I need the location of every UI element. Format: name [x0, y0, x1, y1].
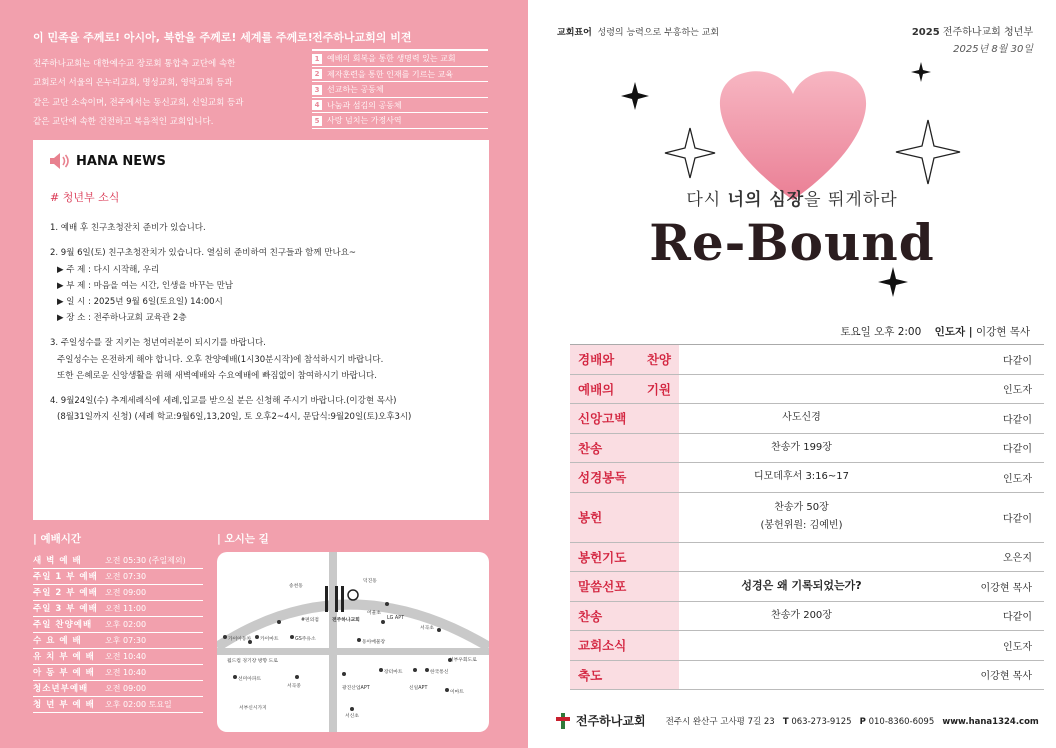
- vision-item: 3 선교하는 공동체: [312, 82, 488, 98]
- church-slogan: 이 민족을 주께로! 아시아, 북한을 주께로! 세계를 주께로!: [33, 31, 313, 44]
- map-label: 신일APT: [409, 686, 428, 691]
- order-row: 성경봉독 디모데후서 3:16~17 인도자: [570, 463, 1044, 493]
- map-label: 한국통신: [430, 670, 449, 675]
- order-row: 교회소식 인도자: [570, 631, 1044, 661]
- order-row: 축도 이강현 목사: [570, 661, 1044, 691]
- news-heading: HANA NEWS: [48, 152, 166, 170]
- map-label: 송천동: [289, 584, 303, 589]
- vision-item: 2 제자훈련을 통한 인재를 기르는 교육: [312, 67, 488, 83]
- intro-line: 같은 교단에 속한 건전하고 복음적인 교회입니다.: [33, 116, 214, 127]
- service-times: [33, 531, 203, 713]
- church-contact: 전주시 완산구 고사평 7길 23 T 063-273-9125 P 010-8360-6095 www.hana1324.com: [665, 716, 1039, 727]
- service-times-title: | 예배시간: [33, 533, 82, 545]
- map-label: 전주하나교회: [332, 618, 360, 623]
- church-motto: 교회표어 성령의 능력으로 부흥하는 교회: [557, 28, 720, 38]
- map-label: GS주유소: [295, 637, 316, 642]
- news-item: 2. 9월 6일(토) 친구초청잔치가 있습니다. 열심히 준비하여 친구들과 함께 만나요~: [50, 248, 357, 259]
- order-header: 토요일 오후 2:00 인도자 | 이강현 목사: [840, 326, 1030, 338]
- order-row: 신앙고백 사도신경 다같이: [570, 404, 1044, 434]
- order-row: 말씀선포 성경은 왜 기록되었는가? 이강현 목사: [570, 572, 1044, 602]
- service-row: 주일 2 부 예배 오전 09:00: [33, 585, 203, 601]
- church-intro: [33, 55, 295, 132]
- map-label: 덕진동: [363, 579, 377, 584]
- news-item: 4. 9월24일(수) 추계세례식에 세례,입교를 받으실 분은 신청해 주시기 바랍니다.(이강현 목사): [50, 396, 397, 407]
- service-row: 청 년 부 예 배 오후 02:00 토요일: [33, 697, 203, 713]
- bulletin-date: 2025년 8월 30일: [953, 44, 1033, 55]
- map-label: 월드컵 경기장 방향 도로: [227, 659, 278, 664]
- order-row: 봉헌 찬송가 50장 (봉헌위원: 김예빈) 다같이: [570, 493, 1044, 543]
- vision-item: 5 사랑 넘치는 가정사역: [312, 113, 488, 129]
- map-label: 장터마트: [384, 670, 403, 675]
- service-row: 유 치 부 예 배 오전 10:40: [33, 649, 203, 665]
- vision-box: [312, 29, 488, 129]
- map-label: LG APT: [387, 616, 405, 621]
- service-row: 주일 3 부 예배 오전 11:00: [33, 601, 203, 617]
- news-body: [50, 190, 411, 425]
- theme-title: Re-Bound: [649, 213, 935, 272]
- vision-item: 1 예배의 회복을 통한 생명력 있는 교회: [312, 51, 488, 67]
- service-row: 청소년부예배 오전 09:00: [33, 681, 203, 697]
- service-row: 수 요 예 배 오후 07:30: [33, 633, 203, 649]
- map-label: 동아매물장: [362, 640, 386, 645]
- order-row: 찬송 찬송가 200장 다같이: [570, 602, 1044, 632]
- vision-item: 4 나눔과 섬김의 공동체: [312, 98, 488, 114]
- news-section-title: # 청년부 소식: [50, 191, 120, 204]
- service-row: 주일 1 부 예배 오전 07:30: [33, 569, 203, 585]
- map-label: 이마트: [450, 690, 464, 695]
- order-row: 예배의 기원 인도자: [570, 375, 1044, 405]
- service-row: 주일 찬양예배 오후 02:00: [33, 617, 203, 633]
- service-row: 아 동 부 예 배 오전 10:40: [33, 665, 203, 681]
- map-label: 가이아동차: [228, 637, 252, 642]
- footer: [556, 712, 1039, 729]
- map-label: 서신초: [345, 714, 359, 719]
- news-detail: ▶ 일 시 : 2025년 9월 6일(토요일) 14:00시: [57, 297, 223, 308]
- map-label: 서부우회도로: [449, 658, 477, 663]
- map-label: 광진산업APT: [342, 686, 370, 691]
- intro-line: 전주하나교회는 대한예수교 장로회 통합측 교단에 속한: [33, 59, 236, 69]
- news-item-line: 주일성수는 온전하게 해야 합니다. 오후 찬양예배(1시30분시작)에 참석하시기 바랍니다.: [57, 354, 384, 365]
- map-label: 카이마트: [260, 637, 279, 642]
- news-box: [33, 140, 489, 520]
- vision-title: 전주하나교회의 비젼: [312, 29, 488, 51]
- church-logo-text: 전주하나교회: [576, 714, 646, 728]
- directions: [217, 531, 489, 732]
- order-row: 찬송 찬송가 199장 다같이: [570, 434, 1044, 464]
- news-detail: ▶ 장 소 : 전주하나교회 교육관 2층: [57, 313, 187, 324]
- service-row: 새 벽 예 배 오전 05:30 (주일제외): [33, 553, 203, 569]
- right-panel: [528, 0, 1056, 748]
- directions-map: [217, 552, 489, 732]
- order-row: 경배와 찬양 다같이: [570, 345, 1044, 375]
- theme-subtitle: 다시 너의 심장을 뛰게하라: [686, 190, 898, 210]
- map-label: #편의점: [301, 618, 319, 623]
- news-item: 1. 예배 후 친구초청잔치 준비가 있습니다.: [50, 223, 206, 234]
- speaker-icon: [48, 152, 70, 170]
- news-item-line: 또한 은혜로운 신앙생활을 위해 새벽예배와 수요예배에 빠짐없이 참여하시기 바랍니다.: [57, 370, 377, 381]
- bulletin-header: 2025 전주하나교회 청년부 2025년 8월 30일: [911, 27, 1033, 55]
- news-item-line: (8월31일까지 신청) (세례 학교:9월6일,13,20일, 토 오후2~4시, 문답식:9월20일(토)오후3시): [57, 412, 412, 423]
- order-of-worship: [570, 344, 1044, 690]
- directions-title: | 오시는 길: [217, 533, 269, 545]
- order-row: 봉헌기도 오은지: [570, 543, 1044, 573]
- intro-line: 교회로서 서울의 온누리교회, 명성교회, 영락교회 등과: [33, 78, 233, 89]
- news-detail: ▶ 주 제 : 다시 시작해, 우리: [57, 264, 160, 275]
- news-detail: ▶ 부 제 : 마음을 여는 시간, 인생을 바꾸는 만남: [57, 280, 234, 291]
- news-item: 3. 주일성수를 잘 지키는 청년여러분이 되시기를 바랍니다.: [50, 338, 266, 349]
- map-label: 선미아파트: [238, 677, 262, 682]
- map-label: 서곡초: [420, 626, 434, 631]
- map-label: 서곡중: [287, 684, 301, 689]
- intro-line: 같은 교단 소속이며, 전주에서는 동신교회, 신일교회 등과: [33, 97, 244, 108]
- map-label: 어울초: [367, 611, 381, 616]
- church-logo-icon: [556, 713, 570, 729]
- map-label: 서부신시가지: [239, 706, 267, 711]
